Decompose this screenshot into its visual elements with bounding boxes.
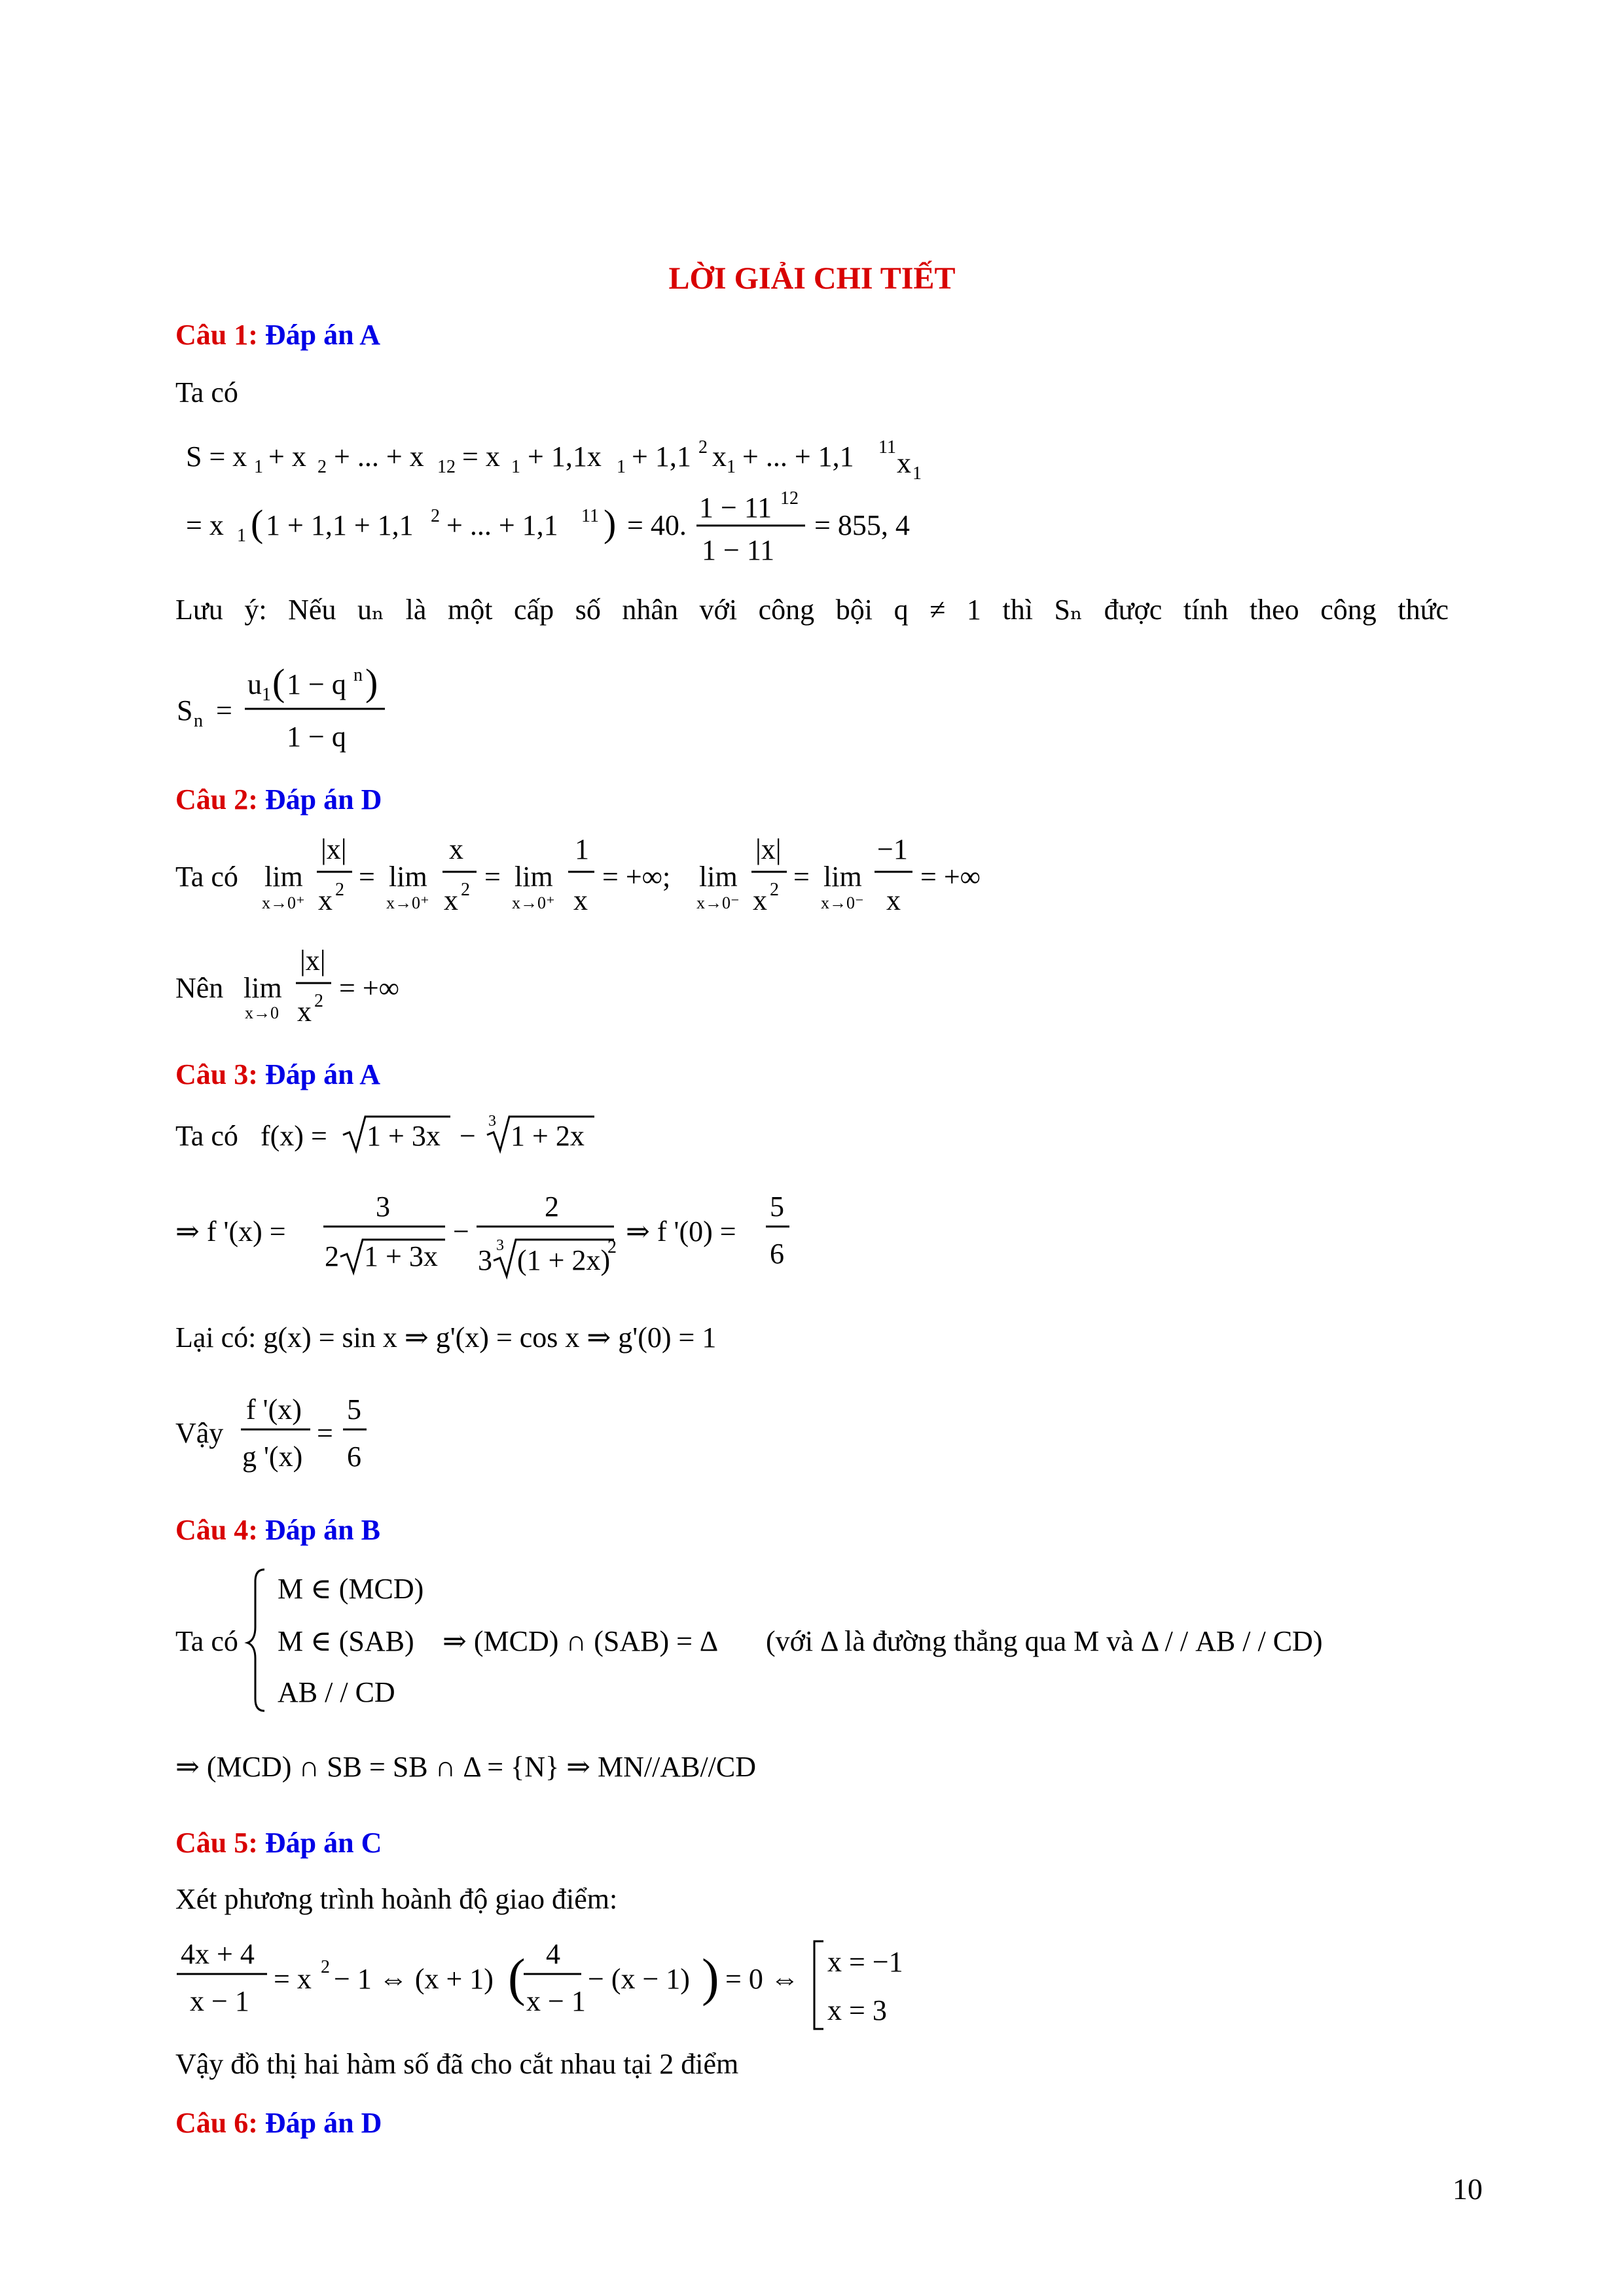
svg-text:Ta có: Ta có [175, 861, 238, 893]
svg-text:n: n [194, 711, 203, 731]
svg-text:= +∞;: = +∞; [602, 861, 671, 893]
svg-text:x: x [753, 884, 767, 916]
svg-text:lim: lim [389, 861, 427, 893]
svg-text:= +∞: = +∞ [339, 972, 399, 1004]
svg-text:1: 1 [617, 457, 626, 477]
svg-text:|x|: |x| [755, 833, 782, 865]
svg-text:2: 2 [545, 1191, 559, 1223]
svg-text:= x: = x [186, 509, 224, 541]
svg-text:|x|: |x| [300, 944, 326, 977]
svg-text:5: 5 [770, 1191, 784, 1223]
svg-text:M ∈ (SAB): M ∈ (SAB) [278, 1625, 414, 1657]
svg-text:): ) [365, 661, 378, 704]
svg-text:x→0: x→0 [245, 1003, 279, 1022]
svg-text:(với Δ là đường thẳng qua M và: (với Δ là đường thẳng qua M và Δ / / AB / / CD) [766, 1625, 1323, 1657]
question-4-formula-1 [175, 1562, 1419, 1719]
svg-text:g '(x): g '(x) [242, 1441, 303, 1473]
question-1-formula-1 [175, 432, 895, 491]
svg-text:2: 2 [698, 437, 708, 457]
svg-text:2: 2 [461, 880, 470, 900]
svg-text:1: 1 [237, 526, 246, 546]
svg-text:1 − q: 1 − q [287, 721, 346, 753]
svg-text:x: x [712, 440, 727, 473]
svg-text:⇒ f '(x) =: ⇒ f '(x) = [175, 1215, 286, 1247]
svg-text:⇒ f '(0) =: ⇒ f '(0) = [626, 1215, 736, 1247]
question-label: Câu 1: [175, 319, 258, 351]
svg-text:12: 12 [437, 457, 456, 477]
question-1-note: Lưu ý: Nếu uₙ là một cấp số nhân với công bội q ≠ 1 thì Sₙ được tính theo công thức [175, 594, 1449, 626]
svg-text:S: S [177, 694, 193, 726]
question-2-formula-2 [175, 942, 503, 1041]
svg-text:1 − 11: 1 − 11 [702, 534, 775, 566]
svg-text:x: x [573, 884, 588, 916]
svg-text:3: 3 [478, 1244, 492, 1276]
question-2-heading [175, 783, 382, 816]
svg-text:): ) [702, 1949, 719, 2007]
question-4-heading [175, 1513, 380, 1547]
question-3-formula-2 [175, 1185, 830, 1296]
svg-text:u: u [247, 668, 262, 700]
svg-text:6: 6 [347, 1441, 361, 1473]
question-label: Câu 6: [175, 2107, 258, 2139]
svg-text:= 855, 4: = 855, 4 [814, 509, 910, 541]
svg-text:−: − [453, 1215, 469, 1247]
svg-text:(1 + 2x): (1 + 2x) [517, 1244, 611, 1276]
svg-text:(: ( [508, 1949, 526, 2007]
svg-text:1: 1 [912, 463, 922, 484]
svg-text:2: 2 [321, 1957, 330, 1977]
svg-text:x→0⁻: x→0⁻ [696, 893, 740, 912]
svg-text:2: 2 [607, 1237, 617, 1257]
svg-text:x: x [449, 833, 463, 865]
svg-text:Vậy: Vậy [175, 1417, 224, 1449]
svg-text:+ ... + x: + ... + x [334, 440, 424, 473]
svg-text:1 + 3x: 1 + 3x [364, 1240, 438, 1272]
svg-text:x: x [318, 884, 333, 916]
svg-text:2: 2 [325, 1240, 339, 1272]
question-3-heading [175, 1058, 380, 1091]
svg-text:−1: −1 [877, 833, 908, 865]
svg-text:3: 3 [376, 1191, 390, 1223]
svg-text:=: = [216, 694, 232, 726]
svg-text:f(x) =: f(x) = [261, 1120, 327, 1152]
svg-text:(: ( [272, 661, 285, 704]
svg-text:M ∈ (MCD): M ∈ (MCD) [278, 1573, 424, 1605]
svg-text:lim: lim [244, 972, 282, 1004]
svg-text:lim: lim [699, 861, 738, 893]
question-1-formula-3 [175, 661, 437, 766]
svg-text:1: 1 [511, 457, 520, 477]
svg-text:+ ... + 1,1: + ... + 1,1 [446, 509, 558, 541]
svg-text:x→0⁺: x→0⁺ [386, 893, 429, 912]
svg-text:= x: = x [274, 1963, 312, 1995]
svg-text:x→0⁺: x→0⁺ [262, 893, 305, 912]
svg-text:x = −1: x = −1 [827, 1946, 903, 1978]
svg-text:x: x [297, 996, 312, 1028]
svg-text:⇒ (MCD) ∩ (SAB) = Δ: ⇒ (MCD) ∩ (SAB) = Δ [442, 1625, 719, 1657]
svg-text:= 40.: = 40. [627, 509, 687, 541]
svg-text:1: 1 [575, 833, 589, 865]
svg-text:|x|: |x| [321, 833, 347, 865]
question-3-formula-1 [175, 1106, 634, 1165]
svg-text:lim: lim [514, 861, 553, 893]
question-label: Câu 2: [175, 783, 258, 816]
svg-text:Ta có: Ta có [175, 1120, 238, 1152]
question-6-heading [175, 2106, 382, 2140]
svg-text:2: 2 [314, 991, 323, 1011]
question-5-intro: Xét phương trình hoành độ giao điểm: [175, 1883, 618, 1915]
svg-text:= 0 ⇔: = 0 ⇔ [725, 1963, 799, 1995]
question-label: Câu 5: [175, 1827, 258, 1859]
svg-text:1 + 3x: 1 + 3x [367, 1120, 441, 1152]
svg-text:11: 11 [581, 506, 599, 526]
question-label: Câu 4: [175, 1514, 258, 1546]
svg-text:Nên: Nên [175, 972, 224, 1004]
svg-text:1: 1 [262, 685, 271, 705]
svg-text:5: 5 [347, 1393, 361, 1426]
question-5-conclusion: Vậy đồ thị hai hàm số đã cho cắt nhau tại 2 điểm [175, 2048, 739, 2080]
svg-text:3: 3 [496, 1237, 504, 1254]
svg-text:x→0⁻: x→0⁻ [821, 893, 864, 912]
svg-text:lim: lim [823, 861, 862, 893]
answer-label: Đáp án D [264, 2107, 382, 2139]
svg-text:1 + 2x: 1 + 2x [511, 1120, 585, 1152]
svg-text:lim: lim [264, 861, 303, 893]
answer-label: Đáp án C [264, 1827, 382, 1859]
svg-text:(: ( [251, 502, 264, 545]
svg-text:= x: = x [462, 440, 500, 473]
question-3-formula-3: Lại có: g(x) = sin x ⇒ g'(x) = cos x ⇒ g'(0) = 1 [175, 1321, 717, 1354]
svg-text:f '(x): f '(x) [246, 1393, 302, 1426]
question-5-heading [175, 1826, 382, 1859]
answer-label: Đáp án D [264, 783, 382, 816]
svg-text:= +∞: = +∞ [920, 861, 981, 893]
svg-text:+ 1,1x: + 1,1x [528, 440, 602, 473]
question-1-intro: Ta có [175, 376, 238, 408]
svg-text:1 − 11: 1 − 11 [699, 492, 772, 524]
answer-label: Đáp án B [264, 1514, 380, 1546]
question-1-heading [175, 318, 380, 351]
svg-text:x − 1: x − 1 [526, 1985, 586, 2017]
svg-text:+ x: + x [268, 440, 306, 473]
question-2-formula-1 [175, 831, 1026, 936]
svg-text:n: n [353, 665, 363, 685]
svg-text:12: 12 [780, 488, 799, 509]
svg-text:x: x [897, 447, 911, 479]
svg-text:− (x − 1): − (x − 1) [588, 1963, 690, 1995]
svg-text:=: = [317, 1417, 333, 1449]
svg-text:Ta có: Ta có [175, 1625, 238, 1657]
question-5-formula-1 [175, 1931, 961, 2036]
svg-text:−: − [460, 1120, 476, 1152]
svg-text:1: 1 [727, 457, 736, 477]
svg-text:2: 2 [431, 506, 440, 526]
svg-text:2: 2 [317, 457, 327, 477]
svg-text:1 − q: 1 − q [287, 668, 346, 700]
question-3-formula-4 [175, 1388, 437, 1486]
svg-text:=: = [793, 861, 810, 893]
question-1-formula-1-tail [897, 447, 949, 491]
svg-text:6: 6 [770, 1238, 784, 1270]
question-4-formula-2: ⇒ (MCD) ∩ SB = SB ∩ Δ = {N} ⇒ MN//AB//CD [175, 1751, 757, 1783]
page-number: 10 [1453, 2172, 1483, 2206]
svg-text:x: x [444, 884, 458, 916]
svg-text:x→0⁺: x→0⁺ [512, 893, 555, 912]
svg-text:x = 3: x = 3 [827, 1994, 887, 2026]
svg-text:2: 2 [335, 880, 344, 900]
svg-text:AB / / CD: AB / / CD [278, 1676, 395, 1708]
question-1-formula-2 [175, 488, 910, 573]
svg-text:x: x [886, 884, 901, 916]
page-title: LỜI GIẢI CHI TIẾT [668, 261, 956, 296]
svg-text:3: 3 [488, 1113, 496, 1130]
svg-text:S = x: S = x [186, 440, 247, 473]
svg-text:11: 11 [878, 437, 896, 457]
svg-text:): ) [604, 502, 617, 545]
svg-text:− 1 ⇔ (x + 1): − 1 ⇔ (x + 1) [334, 1963, 494, 1995]
svg-text:=: = [359, 861, 375, 893]
svg-text:1: 1 [254, 457, 263, 477]
svg-text:2: 2 [770, 880, 779, 900]
svg-text:4: 4 [546, 1938, 560, 1970]
question-label: Câu 3: [175, 1058, 258, 1090]
svg-text:4x + 4: 4x + 4 [181, 1938, 255, 1970]
svg-text:+ ... + 1,1: + ... + 1,1 [742, 440, 854, 473]
svg-text:1 + 1,1 + 1,1: 1 + 1,1 + 1,1 [266, 509, 414, 541]
answer-label: Đáp án A [264, 319, 380, 351]
svg-text:x − 1: x − 1 [190, 1985, 249, 2017]
svg-text:+ 1,1: + 1,1 [632, 440, 691, 473]
answer-label: Đáp án A [264, 1058, 380, 1090]
svg-text:=: = [484, 861, 501, 893]
